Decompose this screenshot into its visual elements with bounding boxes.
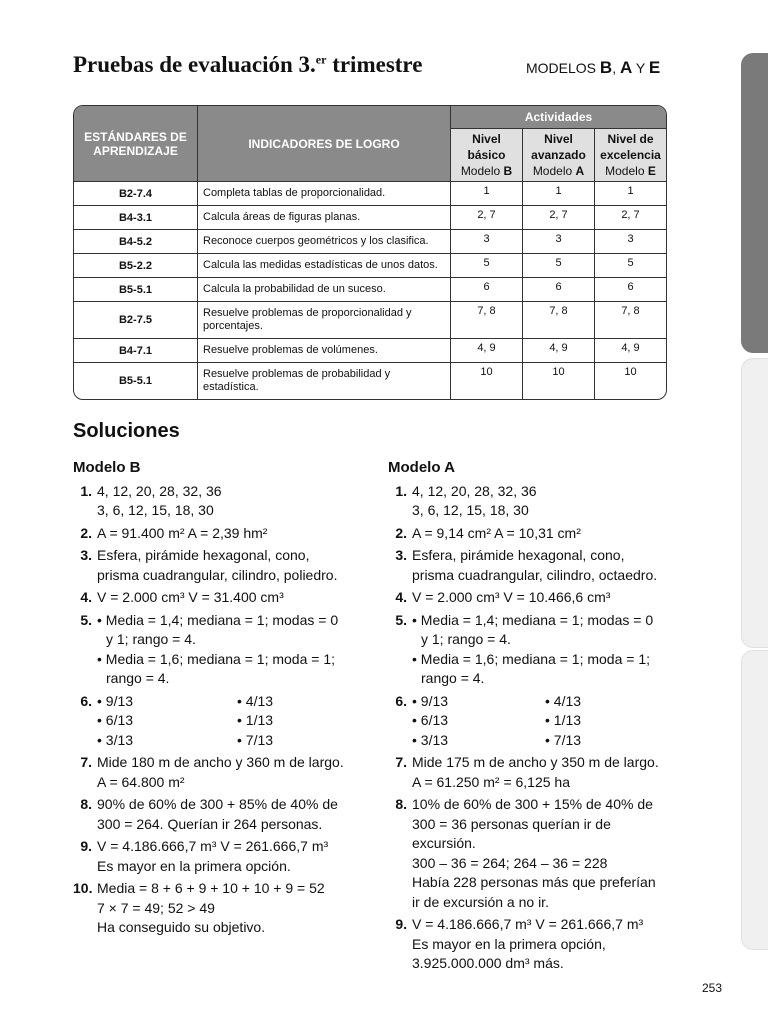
solution-number: 4. xyxy=(395,589,407,605)
fraction-value: • 6/13 xyxy=(97,712,134,728)
solution-item xyxy=(388,915,678,974)
model-a-column xyxy=(388,458,678,977)
solution-line: Ha conseguido su objetivo. xyxy=(97,919,266,935)
solution-line: V = 4.186.666,7 m³ V = 261.666,7 m³ xyxy=(412,916,644,932)
table-row xyxy=(74,254,666,278)
solution-number: 2. xyxy=(80,524,92,541)
solution-item xyxy=(388,588,678,608)
activity-advanced: 10 xyxy=(523,363,595,400)
solution-line: 7 × 7 = 49; 52 > 49 xyxy=(97,899,215,916)
table-row xyxy=(74,302,666,339)
activity-basic: 1 xyxy=(451,182,523,206)
solution-item xyxy=(388,524,678,544)
table-row xyxy=(74,363,666,400)
activity-excellence: 4, 9 xyxy=(595,339,667,363)
activity-advanced: 5 xyxy=(523,254,595,278)
solution-line: A = 61.250 m² = 6,125 ha xyxy=(412,773,571,790)
header-indicators: INDICADORES DE LOGRO xyxy=(198,106,451,182)
activity-basic: 2, 7 xyxy=(451,206,523,230)
indicator-text: Reconoce cuerpos geométricos y los clasifica. xyxy=(198,230,451,254)
solution-line: Es mayor en la primera opción, xyxy=(412,935,606,952)
solution-number: 6. xyxy=(395,692,407,709)
solution-line: rango = 4. xyxy=(421,670,485,686)
fraction-row xyxy=(97,711,378,731)
solution-item xyxy=(388,753,678,792)
side-tab-active xyxy=(741,53,768,353)
solution-line: 90% de 60% de 300 + 85% de 40% de xyxy=(97,796,338,812)
standards-table xyxy=(73,105,667,400)
solution-item xyxy=(388,482,678,521)
solution-line: 10% de 60% de 300 + 15% de 40% de xyxy=(412,796,653,812)
solution-item xyxy=(73,753,378,792)
solution-item xyxy=(73,588,378,608)
solution-number: 2. xyxy=(395,524,407,541)
solution-line: rango = 4. xyxy=(106,670,170,686)
solution-item xyxy=(73,524,378,544)
solution-line: y 1; rango = 4. xyxy=(106,631,196,647)
solution-item xyxy=(73,611,378,689)
activity-advanced: 6 xyxy=(523,278,595,302)
solution-line: V = 2.000 cm³ V = 10.466,6 cm³ xyxy=(412,589,611,605)
table-row xyxy=(74,230,666,254)
standard-code: B5-5.1 xyxy=(74,278,198,302)
activity-advanced: 4, 9 xyxy=(523,339,595,363)
fraction-value: • 4/13 xyxy=(545,692,582,709)
side-tab xyxy=(741,358,768,648)
solution-line: Mide 180 m de ancho y 360 m de largo. xyxy=(97,754,344,770)
solution-line: 4, 12, 20, 28, 32, 36 xyxy=(97,482,222,499)
activity-advanced: 7, 8 xyxy=(523,302,595,339)
solution-number: 10. xyxy=(73,880,93,896)
solution-item xyxy=(388,795,678,912)
model-a-heading: Modelo A xyxy=(388,459,455,476)
header-standards: ESTÁNDARES DE APRENDIZAJE xyxy=(74,106,198,182)
solution-line: 300 = 36 personas querían ir de xyxy=(412,815,611,832)
solution-number: 8. xyxy=(80,796,92,812)
activity-basic: 5 xyxy=(451,254,523,278)
solution-number: 7. xyxy=(395,754,407,770)
solution-line: Media = 8 + 6 + 9 + 10 + 10 + 9 = 52 xyxy=(97,880,325,896)
solution-line: Había 228 personas más que preferían xyxy=(412,874,656,890)
header-level-basic: Nivel básico Modelo B xyxy=(451,129,523,182)
model-b-column xyxy=(73,458,378,941)
header-activities: Actividades xyxy=(451,106,667,129)
fraction-value: • 3/13 xyxy=(97,731,134,748)
solution-line: 3, 6, 12, 15, 18, 30 xyxy=(97,502,214,518)
solutions-title: Soluciones xyxy=(73,420,180,442)
activity-advanced: 1 xyxy=(523,182,595,206)
header-level-advanced: Nivel avanzado Modelo A xyxy=(523,129,595,182)
indicator-text: Resuelve problemas de volúmenes. xyxy=(198,339,451,363)
solution-number: 5. xyxy=(80,611,92,628)
fraction-value: • 4/13 xyxy=(237,692,274,709)
solution-line: 3.925.000.000 dm³ más. xyxy=(412,955,564,971)
solution-number: 7. xyxy=(80,754,92,770)
indicator-text: Resuelve problemas de proporcionalidad y porcentajes. xyxy=(198,302,451,339)
solution-line: Mide 175 m de ancho y 350 m de largo. xyxy=(412,754,659,770)
solution-line: • Media = 1,6; mediana = 1; moda = 1; xyxy=(412,650,650,667)
model-b-heading: Modelo B xyxy=(73,459,141,476)
solution-number: 5. xyxy=(395,611,407,628)
fraction-row xyxy=(412,731,678,751)
solution-line: • Media = 1,4; mediana = 1; modas = 0 xyxy=(412,611,654,628)
solution-line: ir de excursión a no ir. xyxy=(412,893,549,910)
solution-item xyxy=(73,546,378,585)
fraction-row xyxy=(412,711,678,731)
solution-line: excursión. xyxy=(412,835,476,851)
solution-line: A = 64.800 m² xyxy=(97,773,185,790)
solution-line: prisma cuadrangular, cilindro, poliedro. xyxy=(97,566,338,583)
fraction-value: • 9/13 xyxy=(97,692,134,709)
solution-line: • Media = 1,4; mediana = 1; modas = 0 xyxy=(97,611,339,628)
solution-number: 3. xyxy=(80,547,92,563)
activity-basic: 10 xyxy=(451,363,523,400)
solution-number: 8. xyxy=(395,796,407,812)
fraction-value: • 9/13 xyxy=(412,692,449,709)
activity-excellence: 5 xyxy=(595,254,667,278)
solution-line: Esfera, pirámide hexagonal, cono, xyxy=(97,547,310,563)
fraction-value: • 6/13 xyxy=(412,712,449,728)
solution-line: 4, 12, 20, 28, 32, 36 xyxy=(412,482,537,499)
activity-excellence: 7, 8 xyxy=(595,302,667,339)
solution-number: 1. xyxy=(80,482,92,499)
solution-line: 3, 6, 12, 15, 18, 30 xyxy=(412,502,529,518)
solution-line: Esfera, pirámide hexagonal, cono, xyxy=(412,547,625,563)
fraction-value: • 7/13 xyxy=(545,731,582,748)
table-row xyxy=(74,206,666,230)
solution-line: A = 91.400 m² A = 2,39 hm² xyxy=(97,524,268,541)
activity-excellence: 1 xyxy=(595,182,667,206)
solution-item xyxy=(73,879,378,938)
solution-number: 9. xyxy=(80,838,92,854)
page-number: 253 xyxy=(702,981,723,995)
side-tab xyxy=(741,650,768,950)
solution-line: A = 9,14 cm² A = 10,31 cm² xyxy=(412,524,581,541)
solution-line: V = 4.186.666,7 m³ V = 261.666,7 m³ xyxy=(97,838,329,854)
activity-excellence: 10 xyxy=(595,363,667,400)
fraction-row xyxy=(97,731,378,751)
activity-excellence: 2, 7 xyxy=(595,206,667,230)
solution-number: 9. xyxy=(395,916,407,932)
activity-advanced: 2, 7 xyxy=(523,206,595,230)
activity-excellence: 6 xyxy=(595,278,667,302)
solution-line: prisma cuadrangular, cilindro, octaedro. xyxy=(412,566,658,583)
solution-line: Es mayor en la primera opción. xyxy=(97,857,291,874)
activity-basic: 7, 8 xyxy=(451,302,523,339)
solution-number: 4. xyxy=(80,589,92,605)
solution-item xyxy=(73,692,378,751)
fraction-value: • 1/13 xyxy=(545,712,582,728)
activity-basic: 6 xyxy=(451,278,523,302)
solution-line: • Media = 1,6; mediana = 1; moda = 1; xyxy=(97,650,335,667)
fraction-row xyxy=(412,692,678,712)
indicator-text: Resuelve problemas de probabilidad y estadística. xyxy=(198,363,451,400)
solution-line: y 1; rango = 4. xyxy=(421,631,511,647)
activity-excellence: 3 xyxy=(595,230,667,254)
fraction-value: • 1/13 xyxy=(237,712,274,728)
fraction-row xyxy=(97,692,378,712)
table-row xyxy=(74,278,666,302)
standard-code: B5-5.1 xyxy=(74,363,198,400)
activity-basic: 3 xyxy=(451,230,523,254)
standard-code: B5-2.2 xyxy=(74,254,198,278)
fraction-value: • 3/13 xyxy=(412,731,449,748)
solution-line: V = 2.000 cm³ V = 31.400 cm³ xyxy=(97,589,284,605)
solution-item xyxy=(73,482,378,521)
indicator-text: Completa tablas de proporcionalidad. xyxy=(198,182,451,206)
models-label: MODELOS B, A Y E xyxy=(526,58,661,77)
solution-number: 1. xyxy=(395,482,407,499)
header-level-excellence: Nivel de excelencia Modelo E xyxy=(595,129,667,182)
standard-code: B2-7.5 xyxy=(74,302,198,339)
fraction-value: • 7/13 xyxy=(237,731,274,748)
solution-item xyxy=(388,692,678,751)
page-title: Pruebas de evaluación 3.$^{er}$ trimestre xyxy=(73,52,423,77)
table-row xyxy=(74,339,666,363)
activity-advanced: 3 xyxy=(523,230,595,254)
solution-number: 6. xyxy=(80,692,92,709)
indicator-text: Calcula las medidas estadísticas de unos datos. xyxy=(198,254,451,278)
solution-number: 3. xyxy=(395,547,407,563)
standard-code: B4-3.1 xyxy=(74,206,198,230)
solution-line: 300 = 264. Querían ir 264 personas. xyxy=(97,815,323,832)
indicator-text: Calcula la probabilidad de un suceso. xyxy=(198,278,451,302)
standard-code: B4-5.2 xyxy=(74,230,198,254)
standard-code: B2-7.4 xyxy=(74,182,198,206)
table-row xyxy=(74,182,666,206)
solution-item xyxy=(388,611,678,689)
solution-line: 300 – 36 = 264; 264 – 36 = 228 xyxy=(412,854,608,871)
standard-code: B4-7.1 xyxy=(74,339,198,363)
indicator-text: Calcula áreas de figuras planas. xyxy=(198,206,451,230)
activity-basic: 4, 9 xyxy=(451,339,523,363)
solution-item xyxy=(73,795,378,834)
solution-item xyxy=(388,546,678,585)
solution-item xyxy=(73,837,378,876)
